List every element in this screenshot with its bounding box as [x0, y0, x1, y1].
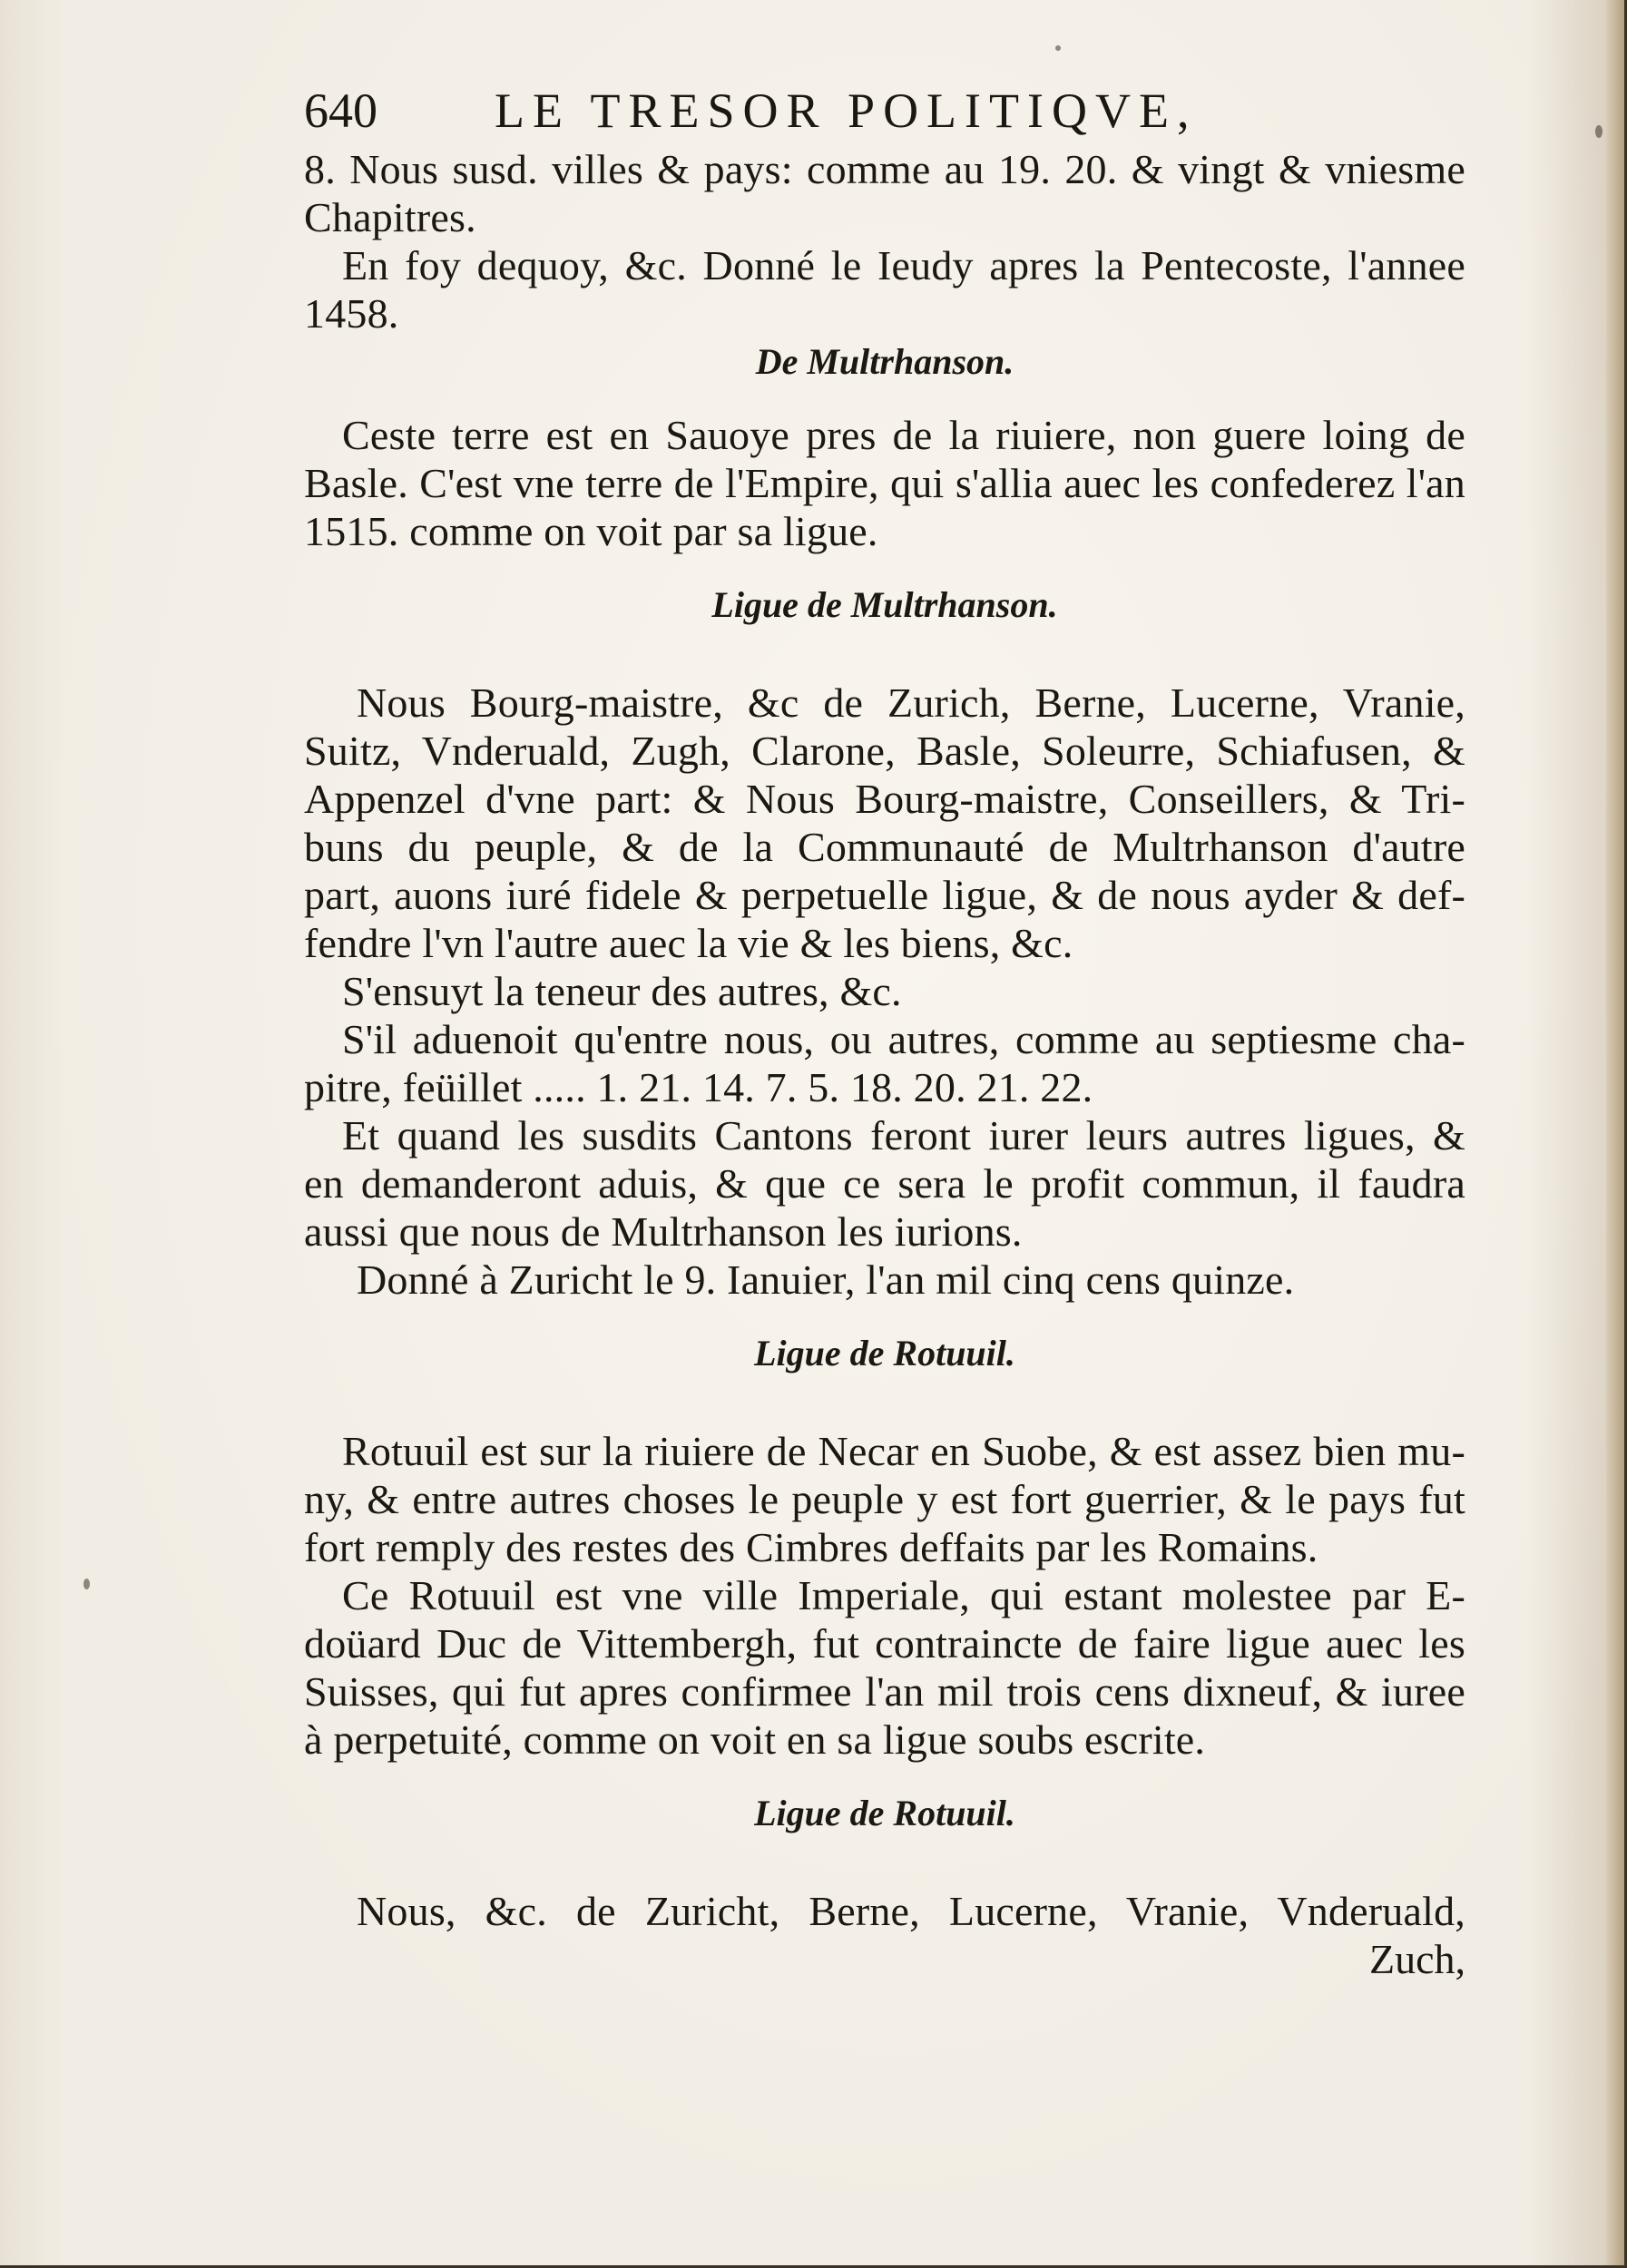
section-heading: Ligue de Rotuuil. — [754, 1333, 1015, 1374]
section-heading: Ligue de Multrhanson. — [711, 584, 1058, 625]
section-heading: Ligue de Rotuuil. — [754, 1793, 1015, 1833]
section-heading: De Multrhanson. — [755, 341, 1014, 382]
page-body — [304, 145, 1465, 1983]
text-line: 8. Nous susd. villes & pays: comme au 19. 20. & vingt & vniesme — [304, 146, 1465, 192]
text-line: S'ensuyt la teneur des autres, &c. — [342, 968, 902, 1014]
text-line: Suisses, qui fut apres confirmee l'an mil trois cens dixneuf, & iuree — [304, 1668, 1465, 1715]
text-line: Appenzel d'vne part: & Nous Bourg-maistre, Conseillers, & Tri- — [304, 776, 1465, 822]
text-line: doüard Duc de Vittembergh, fut contraincte de faire ligue auec les — [304, 1620, 1465, 1667]
text-line: buns du peuple, & de la Communauté de Multrhanson d'autre — [304, 824, 1465, 870]
ink-spot — [83, 1579, 90, 1589]
text-line: Ceste terre est en Sauoye pres de la riuiere, non guere loing de — [342, 412, 1465, 458]
text-line: aussi que nous de Multrhanson les iurions. — [304, 1208, 1023, 1255]
text-line: 1515. comme on voit par sa ligue. — [304, 508, 878, 554]
text-line: Ce Rotuuil est vne ville Imperiale, qui estant molestee par E- — [342, 1572, 1465, 1618]
text-line: S'il aduenoit qu'entre nous, ou autres, comme au septiesme cha- — [342, 1016, 1465, 1062]
text-line: ny, & entre autres choses le peuple y est fort guerrier, & le pays fut — [304, 1476, 1465, 1522]
text-line: à perpetuité, comme on voit en sa ligue soubs escrite. — [304, 1716, 1206, 1763]
ink-spot — [1595, 125, 1602, 138]
text-line: en demanderont aduis, & que ce sera le profit commun, il faudra — [304, 1160, 1465, 1207]
page-edge — [1606, 0, 1624, 2265]
text-line: part, auons iuré fidele & perpetuelle ligue, & de nous ayder & def- — [304, 872, 1465, 918]
text-line: Chapitres. — [304, 194, 476, 240]
text-line: fort remply des restes des Cimbres deffaits par les Romains. — [304, 1524, 1318, 1570]
text-line: En foy dequoy, &c. Donné le Ieudy apres la Pentecoste, l'annee — [342, 242, 1465, 288]
text-line: Basle. C'est vne terre de l'Empire, qui s'allia auec les confederez l'an — [304, 460, 1465, 506]
text-line: Nous, &c. de Zuricht, Berne, Lucerne, Vranie, Vnderuald, — [357, 1888, 1465, 1934]
page-header — [304, 83, 1302, 138]
text-line: 1458. — [304, 290, 399, 337]
text-line: Donné à Zuricht le 9. Ianuier, l'an mil cinq cens quinze. — [357, 1256, 1295, 1303]
running-title: LE TRESOR POLITIQVE, — [495, 83, 1198, 138]
text-line: fendre l'vn l'autre auec la vie & les biens, &c. — [304, 920, 1073, 966]
page-number: 640 — [304, 83, 377, 138]
text-line: Et quand les susdits Cantons feront iurer leurs autres ligues, & — [342, 1112, 1465, 1158]
catchword: Zuch, — [1368, 1936, 1465, 1982]
text-line: Nous Bourg-maistre, &c de Zurich, Berne, Lucerne, Vranie, — [357, 679, 1465, 726]
ink-spot — [1055, 45, 1061, 51]
text-line: pitre, feüillet ..... 1. 21. 14. 7. 5. 18. 20. 21. 22. — [304, 1064, 1093, 1110]
text-line: Suitz, Vnderuald, Zugh, Clarone, Basle, Soleurre, Schiafusen, & — [304, 728, 1465, 774]
text-line: Rotuuil est sur la riuiere de Necar en Suobe, & est assez bien mu- — [342, 1428, 1465, 1474]
